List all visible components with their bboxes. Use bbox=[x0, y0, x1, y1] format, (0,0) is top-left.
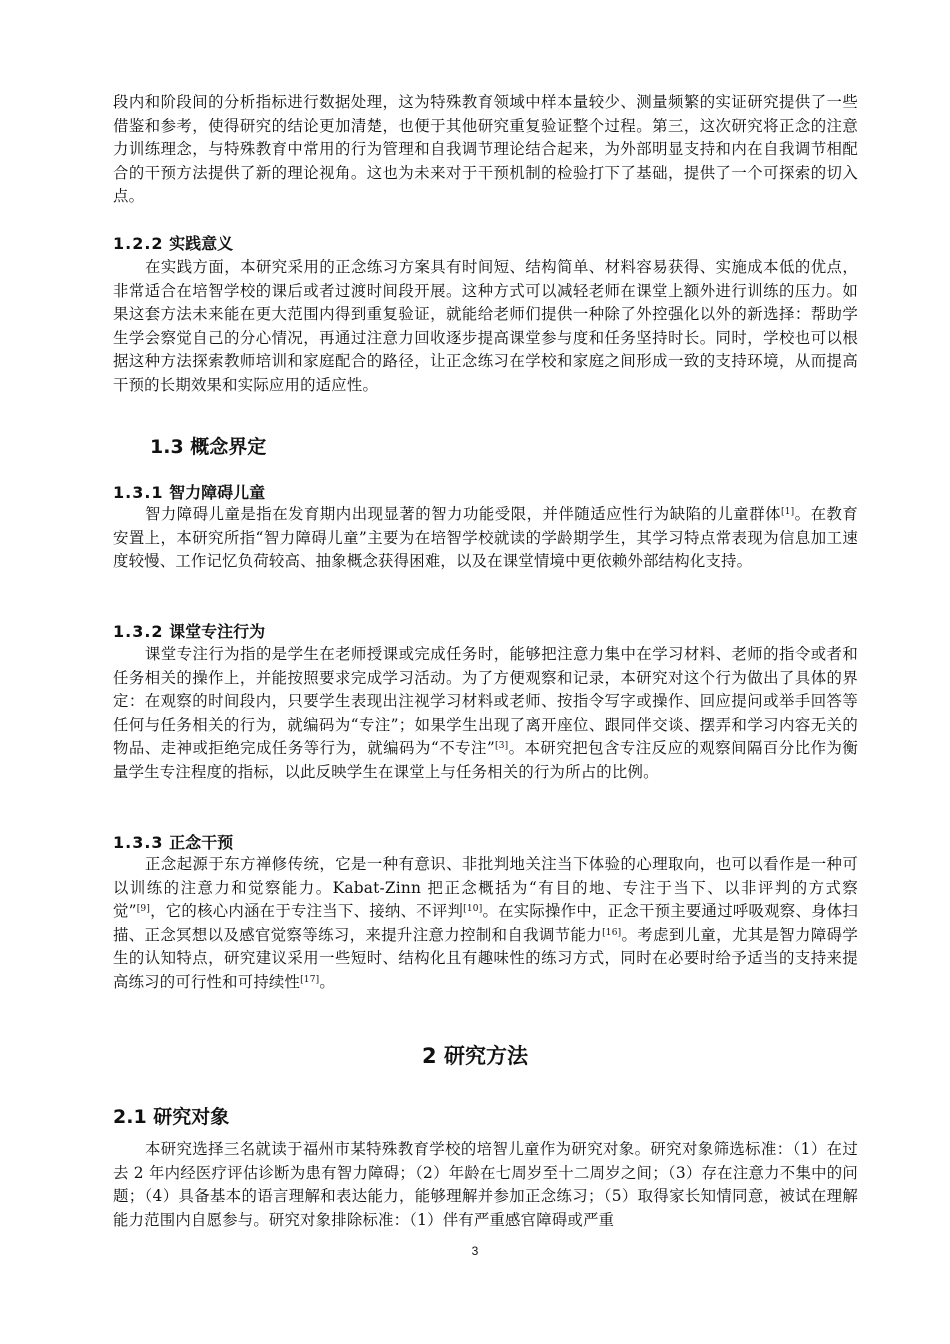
heading-number: 2 bbox=[422, 1044, 437, 1068]
citation-ref: [1] bbox=[781, 507, 795, 517]
heading-number: 2.1 bbox=[113, 1106, 147, 1128]
text-run: 。在教育安置上，本研究所指“智力障碍儿童”主要为在培智学校就读的学龄期学生，其学习特点常表现为信息加工速度较慢、工作记忆负荷较高、抽象概念获得困难，以及在课堂情境中更依赖外部结构化支持。 bbox=[113, 505, 858, 570]
focus-behavior-paragraph bbox=[113, 643, 858, 784]
text-run: ，它的核心内涵在于专注当下、接纳、不评判 bbox=[150, 902, 464, 920]
heading-title: 课堂专注行为 bbox=[169, 622, 266, 641]
heading-number: 1.3.2 bbox=[113, 622, 164, 641]
page-number: 3 bbox=[471, 1244, 479, 1258]
heading-number: 1.3.1 bbox=[113, 483, 164, 502]
text-run: 。 bbox=[319, 972, 335, 991]
practice-paragraph: 在实践方面，本研究采用的正念练习方案具有时间短、结构简单、材料容易获得、实施成本低的优点，非常适合在培智学校的课后或者过渡时间段开展。这种方式可以减轻老师在课堂上额外进行训练的压力。如果这套方法未来能在更大范围内得到重复验证，就能给老师们提供一种除了外控强化以外的新选择：帮助学生学会察觉自己的分心情况，再通过注意力回收逐步提高课堂参与度和任务坚持时长。同时，学校也可以根据这种方法探索教师培训和家庭配合的路径，让正念练习在学校和家庭之间形成一致的支持环境，从而提高干预的长期效果和实际应用的适应性。 bbox=[113, 258, 858, 394]
heading-title: 研究对象 bbox=[153, 1106, 230, 1128]
citation-ref: [17] bbox=[300, 974, 320, 985]
citation-ref: [9] bbox=[136, 904, 151, 914]
heading-title: 正念干预 bbox=[169, 833, 234, 852]
text-run: 。本研究把包含专注反应的观察间隔百分比作为衡量学生专注程度的指标，以此反映学生在课堂上与任务相关的行为所占的比例。 bbox=[113, 739, 858, 781]
intro-paragraph: 段内和阶段间的分析指标进行数据处理，这为特殊教育领域中样本量较少、测量频繁的实证研究提供了一些借鉴和参考，使得研究的结论更加清楚，也便于其他研究重复验证整个过程。第三，这次研究将正念的注意力训练理念，与特殊教育中常用的行为管理和自我调节理论结合起来，为外部明显支持和内在自我调节相配合的干预方法提供了新的理论视角。这也为未来对于干预机制的检验打下了基础，提供了一个可探索的切入点。 bbox=[113, 93, 858, 205]
heading-number: 1.3 bbox=[150, 436, 184, 458]
heading-1-3 bbox=[150, 432, 266, 459]
citation-ref: [16] bbox=[602, 927, 622, 938]
text-run: 正念起源于东方禅修传统，它是一种有意识、非批判地关注当下体验的心理取向，也可以看作是一种可以训练的注意力和觉察能力。Kabat-Zinn 把正念概括为“有目的地、专注于当下、以非评判的方式察觉” bbox=[113, 855, 858, 920]
mindfulness-paragraph bbox=[113, 853, 858, 994]
heading-2 bbox=[0, 1040, 950, 1070]
citation-ref: [3] bbox=[494, 741, 509, 751]
intellectual-disability-paragraph bbox=[113, 503, 858, 574]
subjects-paragraph: 本研究选择三名就读于福州市某特殊教育学校的培智儿童作为研究对象。研究对象筛选标准：（1）在过去 2 年内经医疗评估诊断为患有智力障碍；（2）年龄在七周岁至十二周岁之间；（3）存在注意力不集中的问题；（4）具备基本的语言理解和表达能力，能够理解并参加正念练习；（5）取得家长知情同意，被试在理解能力范围内自愿参与。研究对象排除标准：（1）伴有严重感官障碍或严重 bbox=[113, 1140, 858, 1229]
citation-ref: [10] bbox=[463, 904, 483, 914]
heading-1-2-2 bbox=[113, 231, 233, 254]
heading-2-1 bbox=[113, 1102, 229, 1129]
heading-title: 研究方法 bbox=[443, 1044, 528, 1068]
heading-1-3-3 bbox=[113, 830, 233, 853]
text-run: 智力障碍儿童是指在发育期内出现显著的智力功能受限，并伴随适应性行为缺陷的儿童群体 bbox=[145, 505, 782, 523]
heading-number: 1.2.2 bbox=[113, 234, 164, 253]
heading-number: 1.3.3 bbox=[113, 833, 164, 852]
heading-title: 实践意义 bbox=[169, 234, 234, 253]
text-run: 。在实际操作中，正念干预主要通过呼吸观察、身体扫描、正念冥想以及感官觉察等练习，来提升注意力控制和自我调节能力 bbox=[113, 902, 858, 944]
heading-1-3-2 bbox=[113, 619, 265, 642]
heading-title: 智力障碍儿童 bbox=[169, 483, 266, 502]
text-run: 课堂专注行为指的是学生在老师授课或完成任务时，能够把注意力集中在学习材料、老师的指令或者和任务相关的操作上，并能按照要求完成学习活动。为了方便观察和记录，本研究对这个行为做出了具体的界定：在观察的时间段内，只要学生表现出注视学习材料或老师、按指令写字或操作、回应提问或举手回答等任何与任务相关的行为，就编码为“专注”；如果学生出现了离开座位、跟同伴交谈、摆弄和学习内容无关的物品、走神或拒绝完成任务等行为，就编码为“不专注” bbox=[113, 645, 858, 757]
heading-1-3-1 bbox=[113, 480, 265, 503]
heading-title: 概念界定 bbox=[190, 436, 267, 458]
text-run: 。考虑到儿童，尤其是智力障碍学生的认知特点，研究建议采用一些短时、结构化且有趣味性的练习方式，同时在必要时给予适当的支持来提高练习的可行性和可持续性 bbox=[113, 925, 858, 991]
